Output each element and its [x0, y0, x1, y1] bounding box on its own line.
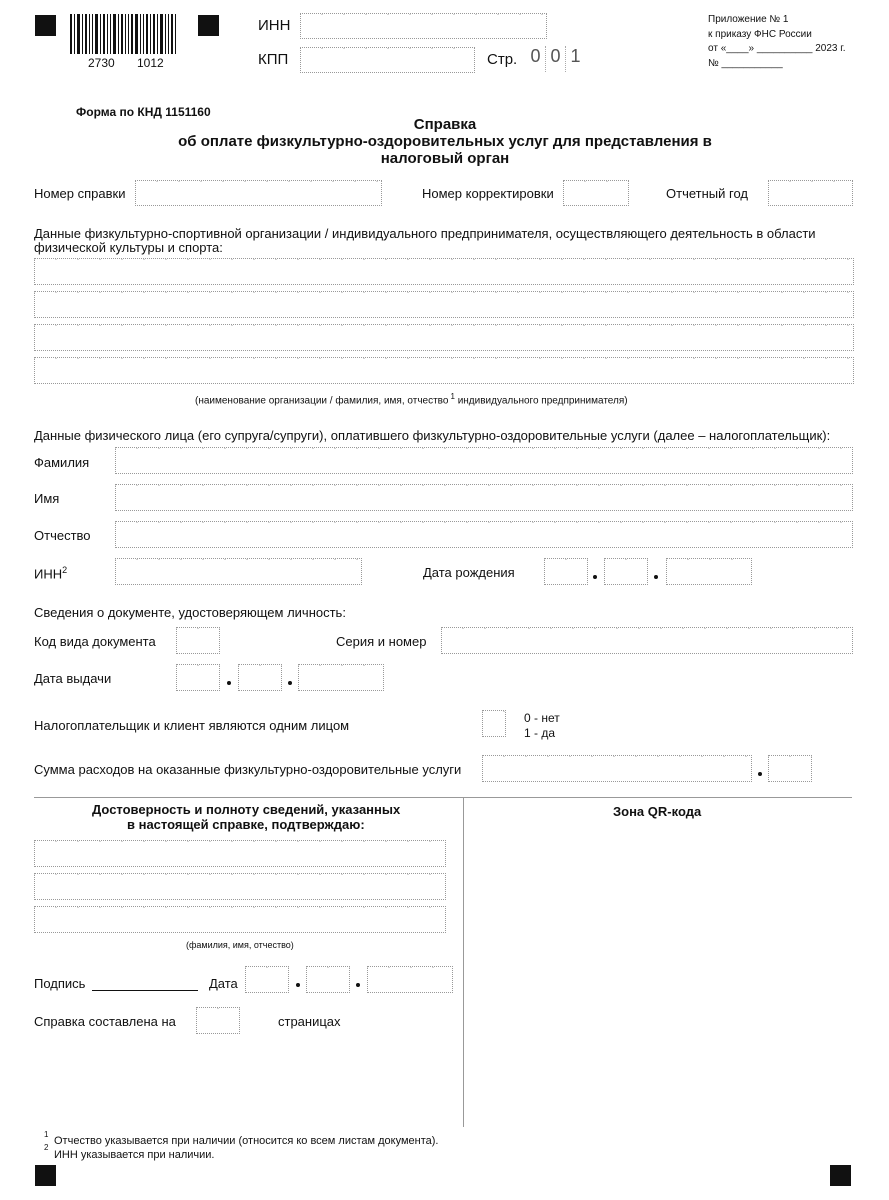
decimal-separator — [758, 772, 762, 776]
pages-prefix-label: Справка составлена на — [34, 1014, 176, 1029]
inn-person-label — [34, 565, 67, 581]
report-year-label: Отчетный год — [666, 186, 748, 201]
inn-cells[interactable] — [300, 13, 547, 39]
footnote-ref-1: 1 — [450, 392, 455, 401]
surname-cells[interactable] — [115, 447, 853, 474]
expenses-kopeks-cells[interactable] — [768, 755, 812, 782]
fio-caption: (фамилия, имя, отчество) — [186, 940, 294, 950]
footnote-number-2: 2 — [44, 1143, 49, 1152]
confirm-line1: Достоверность и полноту сведений, указанных — [92, 802, 401, 817]
cert-number-label: Номер справки — [34, 186, 126, 201]
name-label: Имя — [34, 491, 60, 506]
confirm-fio-row1[interactable] — [34, 840, 446, 867]
pages-count-cells[interactable] — [196, 1007, 240, 1034]
kpp-cells[interactable] — [300, 47, 475, 73]
birth-date-label: Дата рождения — [423, 565, 515, 580]
page-label: Стр. — [487, 51, 518, 68]
option-no: 0 - нет — [524, 711, 560, 725]
org-data-label-line1: Данные физкультурно-спортивной организации / индивидуального предпринимателя, осуществляющего деятельность в области — [34, 226, 816, 241]
cert-number-cells[interactable] — [135, 180, 382, 206]
id-doc-label: Сведения о документе, удостоверяющем личность: — [34, 605, 346, 620]
sign-year-cells[interactable] — [367, 966, 453, 993]
patronymic-cells[interactable] — [115, 521, 853, 548]
same-person-label: Налогоплательщик и клиент являются одним лицом — [34, 718, 350, 733]
corner-marker-bottom-right — [830, 1165, 851, 1186]
org-caption-text: (наименование организации / фамилия, имя, отчество — [195, 395, 449, 407]
org-name-row1[interactable] — [34, 258, 854, 285]
org-name-row3[interactable] — [34, 324, 854, 351]
appendix-line3: от «____» __________ 2023 г. — [708, 43, 846, 54]
footnote-ref-2: 2 — [62, 565, 68, 575]
surname-label: Фамилия — [34, 455, 90, 470]
appendix-line4: № ___________ — [708, 58, 783, 69]
corner-marker-bottom-left — [35, 1165, 56, 1186]
patronymic-label: Отчество — [34, 528, 91, 543]
corner-marker-top-left — [35, 15, 56, 36]
inn-person-cells[interactable] — [115, 558, 362, 585]
barcode-number-right: 1012 — [137, 56, 164, 70]
org-name-row4[interactable] — [34, 357, 854, 384]
sign-date-label: Дата — [209, 976, 238, 991]
issue-day-cells[interactable] — [176, 664, 220, 691]
org-name-row2[interactable] — [34, 291, 854, 318]
birth-year-cells[interactable] — [666, 558, 752, 585]
birth-month-cells[interactable] — [604, 558, 648, 585]
corner-marker-top-right — [198, 15, 219, 36]
doc-type-code-label: Код вида документа — [34, 634, 156, 649]
qr-zone-label: Зона QR-кода — [613, 804, 702, 819]
birth-day-cells[interactable] — [544, 558, 588, 585]
section-divider — [34, 797, 852, 798]
person-data-label: Данные физического лица (его супруга/супруги), оплатившего физкультурно-оздоровительные услуги (далее – налогоплательщик): — [34, 428, 831, 443]
option-yes: 1 - да — [524, 726, 556, 740]
doc-type-code-cells[interactable] — [176, 627, 220, 654]
series-number-label: Серия и номер — [336, 634, 427, 649]
sign-day-cells[interactable] — [245, 966, 289, 993]
expenses-label: Сумма расходов на оказанные физкультурно-оздоровительные услуги — [34, 762, 462, 777]
date-separator — [593, 575, 597, 579]
barcode-number-left: 2730 — [88, 56, 115, 70]
sign-month-cells[interactable] — [306, 966, 350, 993]
barcode — [70, 14, 178, 54]
date-separator — [288, 681, 292, 685]
form-title-line3: налоговый орган — [380, 150, 510, 167]
org-caption — [195, 392, 628, 406]
knd-code: Форма по КНД 1151160 — [76, 105, 211, 119]
issue-month-cells[interactable] — [238, 664, 282, 691]
form-title-line2: об оплате физкультурно-оздоровительных услуг для представления в — [178, 133, 712, 150]
org-data-label-line2: физической культуры и спорта: — [34, 240, 223, 255]
name-cells[interactable] — [115, 484, 853, 511]
date-separator — [654, 575, 658, 579]
report-year-cells[interactable] — [768, 180, 853, 206]
signature-line[interactable] — [92, 990, 198, 991]
confirm-line2: в настоящей справке, подтверждаю: — [127, 817, 365, 832]
page-digit: 0 — [546, 46, 566, 72]
footnote-text-2: ИНН указывается при наличии. — [54, 1149, 215, 1161]
footnote-number-1: 1 — [44, 1130, 49, 1139]
date-separator — [356, 983, 360, 987]
kpp-label: КПП — [258, 51, 289, 68]
series-number-cells[interactable] — [441, 627, 853, 654]
same-person-cell[interactable] — [482, 710, 506, 737]
footnote-text-1: Отчество указывается при наличии (относится ко всем листам документа). — [54, 1135, 439, 1147]
correction-number-label: Номер корректировки — [422, 186, 554, 201]
pages-suffix-label: страницах — [278, 1014, 341, 1029]
inn-person-text: ИНН — [34, 566, 63, 582]
inn-label: ИНН — [258, 17, 291, 34]
appendix-line1: Приложение № 1 — [708, 14, 789, 25]
confirm-fio-row3[interactable] — [34, 906, 446, 933]
date-separator — [227, 681, 231, 685]
page-digit: 1 — [570, 46, 581, 66]
page-digit: 0 — [526, 46, 546, 72]
appendix-line2: к приказу ФНС России — [708, 29, 812, 40]
date-separator — [296, 983, 300, 987]
confirm-fio-row2[interactable] — [34, 873, 446, 900]
expenses-rubles-cells[interactable] — [482, 755, 752, 782]
correction-number-cells[interactable] — [563, 180, 629, 206]
page-number-cells — [526, 46, 586, 72]
form-title-line1: Справка — [413, 116, 477, 133]
signature-label: Подпись — [34, 976, 86, 991]
org-caption-end: индивидуального предпринимателя) — [457, 395, 628, 407]
column-divider — [463, 797, 464, 1127]
issue-year-cells[interactable] — [298, 664, 384, 691]
issue-date-label: Дата выдачи — [34, 671, 112, 686]
